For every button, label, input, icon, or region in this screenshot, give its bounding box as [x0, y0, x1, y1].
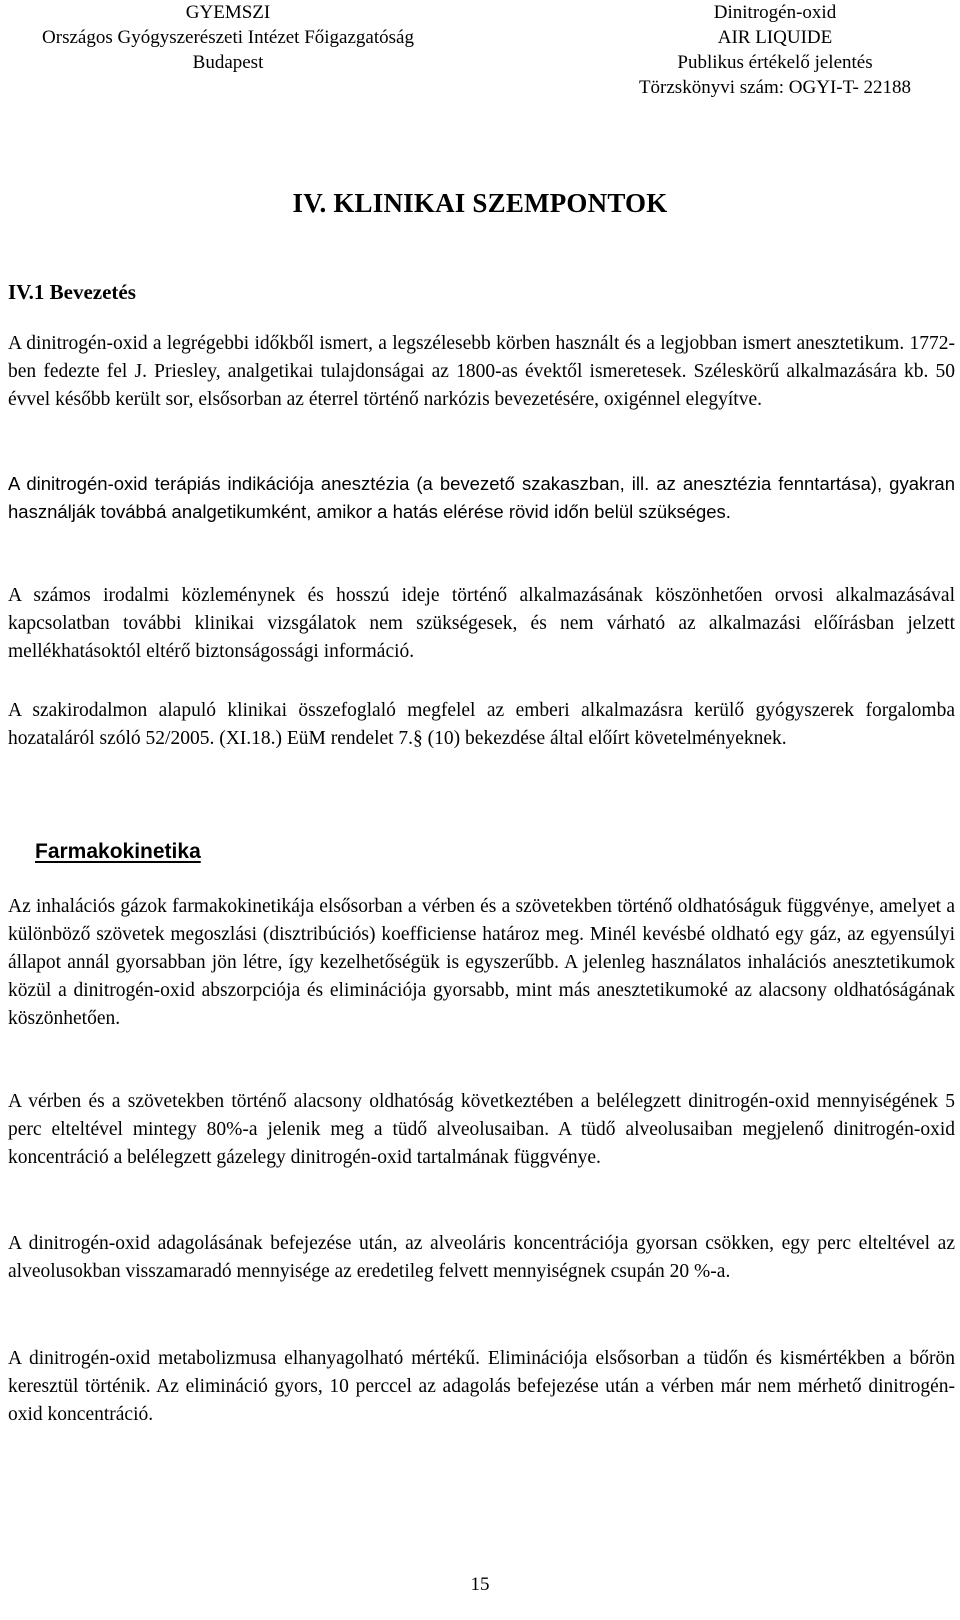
header-product-name: Dinitrogén-oxid	[713, 2, 837, 23]
paragraph-history: A dinitrogén-oxid a legrégebbi időkből ismert, a legszélesebb körben használt és a legjobban ismert anesztetikum. 1772-ben fedezte fel J. Priesley, analgetikai tulajdonságai az 1800-as évektől ismeretesek. Széleskörű alkalmazására kb. 50 évvel később került sor, elsősorban az éterrel történő narkózis bevezetésére, oxigénnel elegyítve.	[8, 333, 955, 410]
paragraph-absorption: A vérben és a szövetekben történő alacsony oldhatóság következtében a belélegzett dinitrogén-oxid mennyiségének 5 perc elteltével mintegy 80%-a jelenik meg a tüdő alveolusaiban. A tüdő alveolusaiban megjelenő dinitrogén-oxid koncentráció a belélegzett gázelegy dinitrogén-oxid tartalmának függvénye.	[8, 1091, 955, 1168]
header-agency-full: Országos Gyógyszerészeti Intézet Főigazgatóság	[42, 27, 414, 48]
sub-heading-pharmacokinetics: Farmakokinetika	[35, 840, 201, 863]
header-report-type: Publikus értékelő jelentés	[677, 52, 873, 73]
paragraph-metabolism: A dinitrogén-oxid metabolizmusa elhanyagolható mértékű. Eliminációja elsősorban a tüdőn és kismértékben a bőrön keresztül történik. Az elimináció gyors, 10 perccel az adagolás befejezése után a vérben már nem mérhető dinitrogén-oxid koncentráció.	[8, 1348, 955, 1425]
header-agency-short: GYEMSZI	[185, 2, 271, 23]
paragraph-literature: A számos irodalmi közleménynek és hosszú ideje történő alkalmazásának köszönhetően orvosi alkalmazásával kapcsolatban további klinikai vizsgálatok nem szükségesek, és nem várható az alkalmazási előírásban jelzett mellékhatásoktól eltérő biztonságossági információ.	[8, 585, 955, 662]
main-title: IV. KLINIKAI SZEMPONTOK	[292, 188, 668, 218]
paragraph-regulation: A szakirodalmon alapuló klinikai összefoglaló megfelel az emberi alkalmazásra kerülő gyógyszerek forgalomba hozataláról szóló 52/2005. (XI.18.) EüM rendelet 7.§ (10) bekezdése által előírt követelményeknek.	[8, 700, 955, 749]
paragraph-indication: A dinitrogén-oxid terápiás indikációja anesztézia (a bevezető szakaszban, ill. az anesztézia fenntartása), gyakran használják továbbá analgetikumként, amikor a hatás elérése rövid időn belül szükséges.	[8, 473, 955, 522]
header-registration-number: Törzskönyvi szám: OGYI-T- 22188	[638, 77, 912, 98]
header-city: Budapest	[192, 52, 264, 73]
header-right	[590, 0, 960, 100]
paragraph-solubility: Az inhalációs gázok farmakokinetikája elsősorban a vérben és a szövetekben történő oldhatóságuk függvénye, amelyet a különböző szövetek megoszlási (disztribúciós) koefficiense határoz meg. Minél kevésbé oldható egy gáz, az egyensúlyi állapot annál gyorsabban jön létre, így kezelhetőségük is egyszerűbb. A jelenleg használatos inhalációs anesztetikumok közül a dinitrogén-oxid abszorpciója és eliminációja gyorsabb, mint más anesztetikumoké az alacsony oldhatóságának köszönhetően.	[8, 896, 955, 1029]
paragraph-washout: A dinitrogén-oxid adagolásának befejezése után, az alveoláris koncentrációja gyorsan csökken, egy perc elteltével az alveolusokban visszamaradó mennyisége az eredetileg felvett mennyiségnek csupán 20 %-a.	[8, 1233, 955, 1282]
header-company: AIR LIQUIDE	[717, 27, 833, 48]
page-number: 15	[470, 1574, 490, 1595]
header-left	[8, 0, 448, 75]
section-title: IV.1 Bevezetés	[8, 280, 136, 304]
